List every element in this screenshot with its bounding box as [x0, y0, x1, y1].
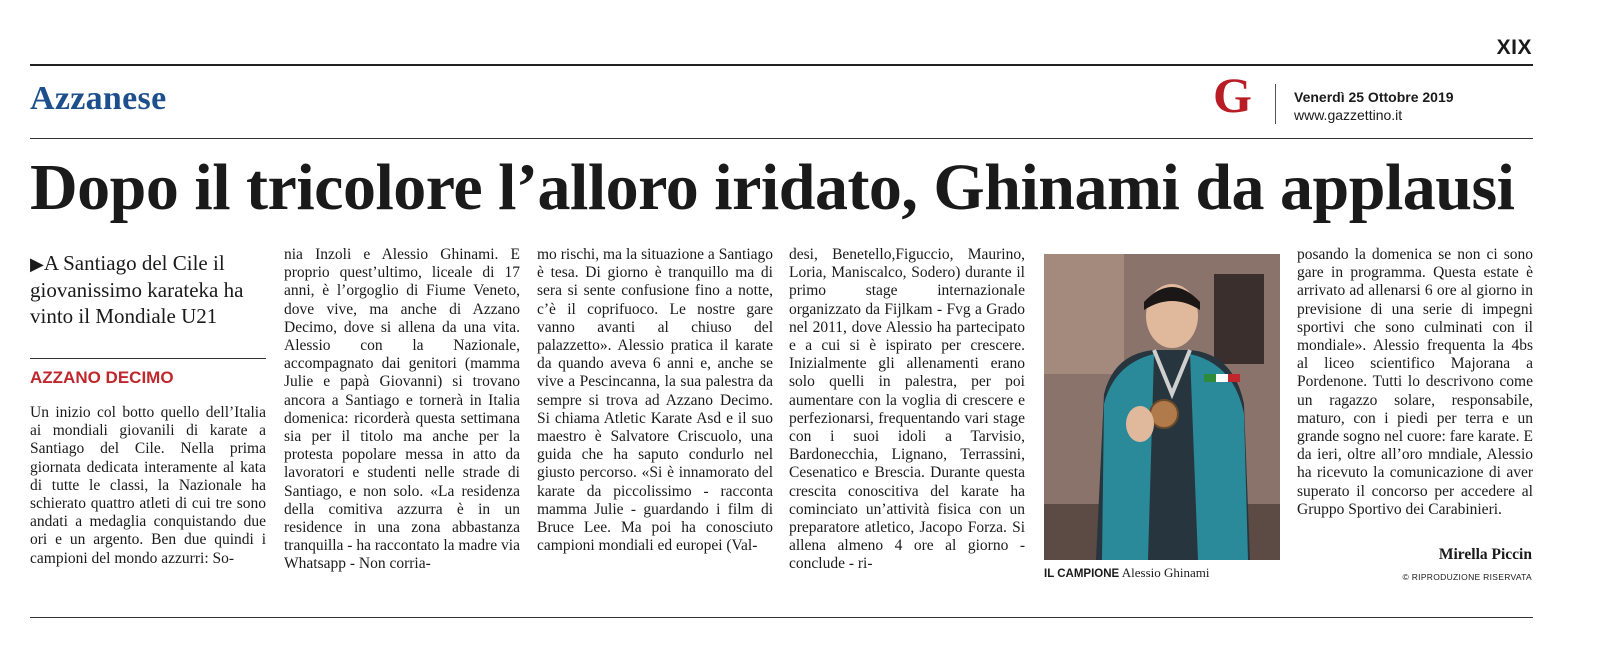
bottom-rule	[30, 617, 1533, 618]
location-kicker: AZZANO DECIMO	[30, 368, 174, 387]
subheadline-text: A Santiago del Cile il giovanissimo karateka ha vinto il Mondiale U21	[30, 251, 244, 328]
author-byline: Mirella Piccin	[1438, 546, 1532, 563]
masthead-divider	[1275, 84, 1276, 124]
body-column-3: mo rischi, ma la situazione a Santiago è tesa. Di giorno è tranquillo ma di sera si sente confusione fino a notte, c’è il coprifuoco. Le nostre gare vanno avanti al chiuso del palazzetto». Alessio pratica il karate da quando aveva 6 anni e, anche se vive a Pescincanna, la sua palestra da sempre si trova ad Azzano Decimo. Si chiama Atletic Karate Asd e il suo maestro è Salvatore Criscuolo, una guida che ha saputo condurlo nel giusto percorso. «Si è innamorato del karate da piccolissimo - racconta mamma Julie - guardando i film di Bruce Lee. Ma poi ha conosciuto campioni mondiali ed europei (Val-	[537, 246, 773, 555]
gazzettino-logo: G	[1213, 67, 1252, 123]
article-subheadline	[30, 250, 270, 329]
caption-label: IL CAMPIONE	[1044, 568, 1120, 580]
header-rule	[30, 138, 1533, 139]
section-title: Azzanese	[30, 80, 167, 117]
subheadline-rule	[30, 358, 266, 359]
top-rule	[30, 64, 1533, 66]
issue-date: Venerdì 25 Ottobre 2019	[1294, 89, 1454, 105]
triangle-icon: ▶	[30, 254, 44, 274]
article-headline: Dopo il tricolore l’alloro iridato, Ghinami da applausi	[30, 151, 1515, 224]
athlete-photo-illustration	[1044, 254, 1280, 560]
page-number: XIX	[1496, 36, 1532, 59]
body-column-2: nia Inzoli e Alessio Ghinami. E proprio quest’ultimo, liceale di 17 anni, è l’orgoglio di Fiume Veneto, dove vive, ma anche di Azzano Decimo, dove si allena da una vita. Alessio con la Nazionale, accompagnato dai genitori (mamma Julie e papà Giovanni) si trovano ancora a Santiago e tornerà in Italia domenica: ricorderà questa settimana sia per il titolo ma anche per la protesta popolare messa in atto da lavoratori e studenti nelle strade di Santiago, e non solo. «La residenza della comitiva azzurra è in un residence in una zona abbastanza tranquilla - ha raccontato la madre via Whatsapp - Non corria-	[284, 246, 520, 573]
body-column-1: Un inizio col botto quello dell’Italia ai mondiali giovanili di karate a Santiago del Cile. Nella prima giornata dedicata interamente al kata di tutte le classi, la Nazionale ha schierato quattro atleti di cui tre sono andati a medaglia conquistando due ori e un argento. Ben due quindi i campioni del mondo azzurri: So-	[30, 404, 266, 567]
website-link[interactable]: www.gazzettino.it	[1294, 107, 1403, 123]
body-column-4: desi, Benetello,Figuccio, Maurino, Loria, Maniscalco, Sodero) durante il primo stage internazionale organizzato da Fijlkam - Fvg a Grado nel 2011, dove Alessio ha partecipato e a cui si è ispirato per crescere. Inizialmente gli allenamenti erano solo quelli in palestra, per poi aumentare con la voglia di crescere e perfezionarsi, frequentando vari stage con i suoi idoli a Tarvisio, Bardonecchia, Lignano, Terrassini, Cesenatico e Brescia. Durante questa crescita conoscitiva del karate ha cominciato un’attività fisica con un preparatore atletico, Jacopo Forza. Si allena almeno 4 ore al giorno - conclude - ri-	[789, 246, 1025, 573]
body-column-5: posando la domenica se non ci sono gare in programma. Questa estate è arrivato ad allenarsi 6 ore al giorno in previsione di una serie di impegni sportivi che sono culminati con il mondiale». Alessio frequenta la 4bs al liceo scientifico Majorana a Pordenone. Tutti lo descrivono come un ragazzo solare, responsabile, maturo, con i piedi per terra e un grande sogno nel cuore: fare karate. E da ieri, oltre all’oro mndiale, Alessio ha ricevuto la comunicazione di aver superato il concorso per accedere al Gruppo Sportivo dei Carabinieri.	[1297, 246, 1533, 518]
rights-notice: © RIPRODUZIONE RISERVATA	[1402, 572, 1532, 582]
photo-caption	[1044, 565, 1209, 581]
caption-text: Alessio Ghinami	[1121, 565, 1210, 580]
athlete-photo	[1044, 254, 1280, 560]
